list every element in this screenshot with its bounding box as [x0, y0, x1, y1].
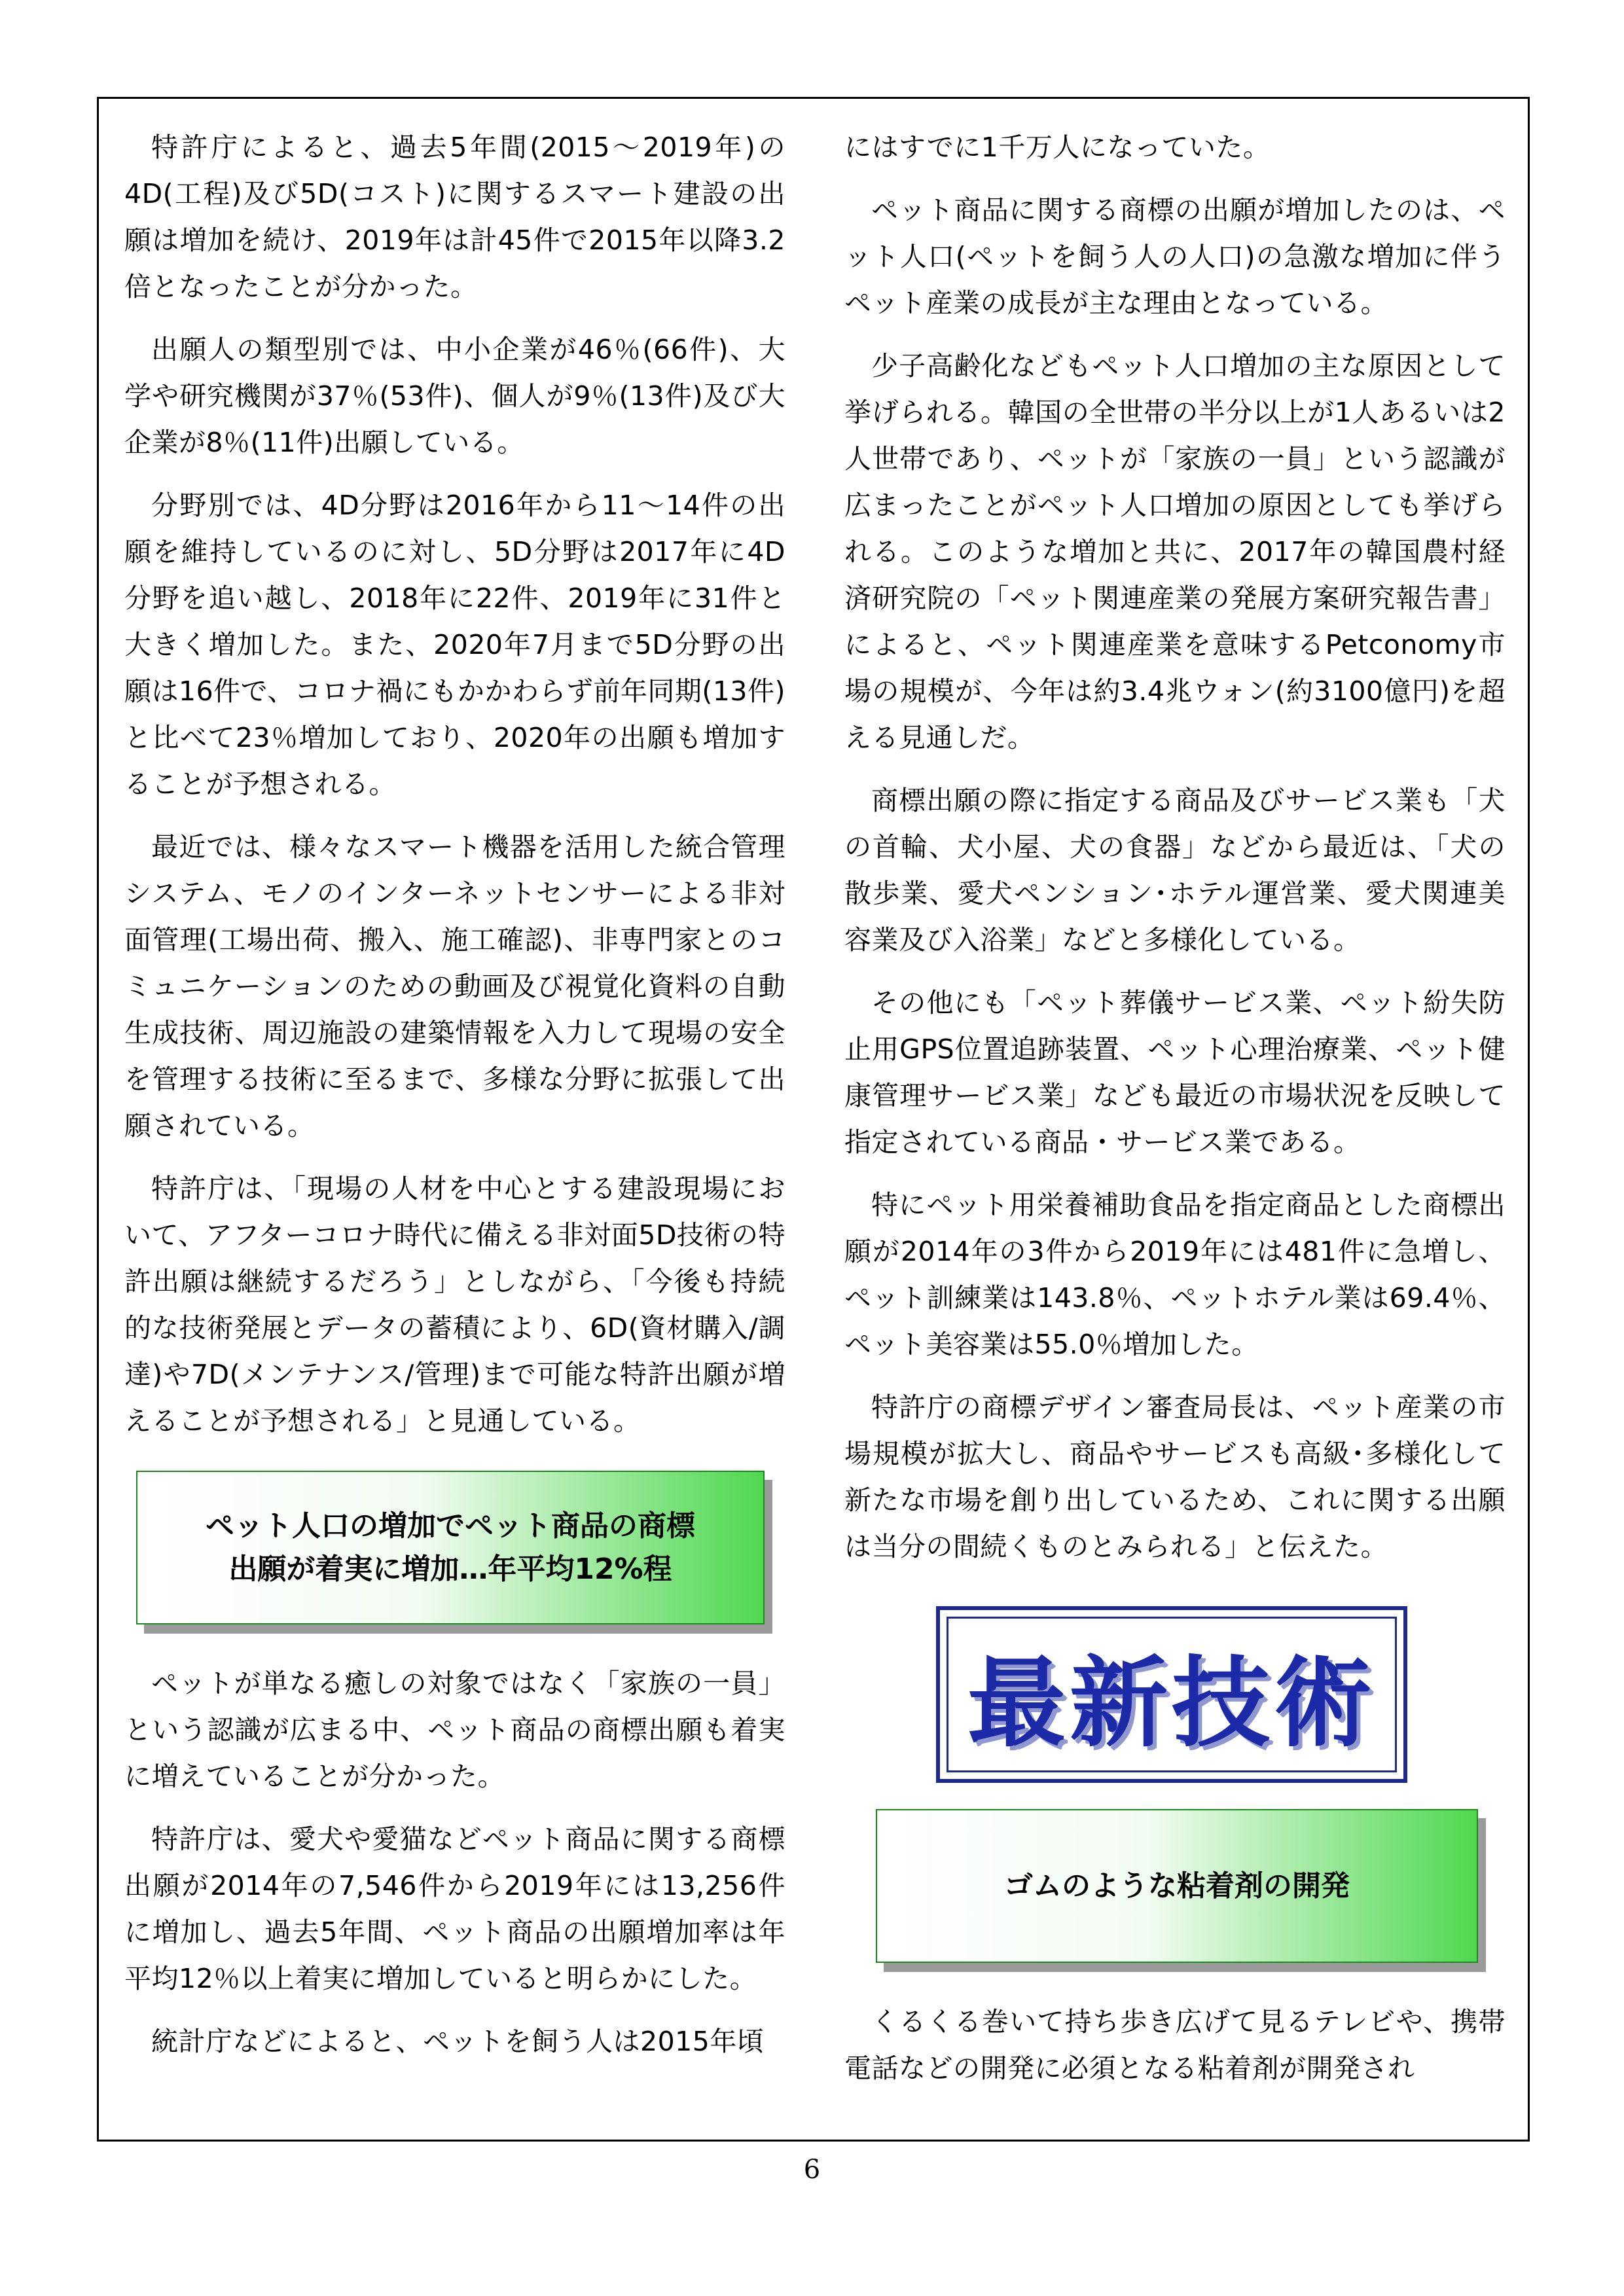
paragraph: 統計庁などによると、ペットを飼う人は2015年頃	[151, 2026, 765, 2057]
adhesive-heading	[876, 1809, 1478, 1963]
banner-title: 最新技術	[967, 1647, 1376, 1761]
paragraph: 特許庁の商標デザイン審査局長は、ペット産業の市場規模が拡大し、商品やサービスも高級･多様化して新たな市場を創り出しているため、これに関する出願は当分の間続くものとみられる」と伝えた。	[844, 1391, 1506, 1562]
paragraph: 特にペット用栄養補助食品を指定商品とした商標出願が2014年の3件から2019年には481件に急増し、ペット訓練業は143.8％、ペットホテル業は69.4％、ペット美容業は55.0％増加した。	[844, 1189, 1506, 1360]
left-column	[124, 124, 785, 2081]
pet-trademark-heading	[136, 1471, 765, 1624]
heading-text: ゴムのような粘着剤の開発	[1004, 1869, 1350, 1903]
paragraph: ペット商品に関する商標の出願が増加したのは、ペット人口(ペットを飼う人の人口)の急激な増加に伴うペット産業の成長が主な理由となっている。	[844, 194, 1506, 319]
paragraph: 出願人の類型別では、中小企業が46％(66件)、大学や研究機関が37％(53件)、個人が9％(13件)及び大企業が8％(11件)出願している。	[124, 334, 785, 458]
paragraph: 分野別では、4D分野は2016年から11～14件の出願を維持しているのに対し、5D分野は2017年に4D分野を追い越し、2018年に22件、2019年に31件と大きく増加した。また、2020年7月まで5D分野の出願は16件で、コロナ禍にもかかわらず前年同期(13件)と比べて23％増加しており、2020年の出願も増加することが予想される。	[124, 490, 786, 800]
page-number: 6	[803, 2155, 821, 2185]
paragraph: 最近では、様々なスマート機器を活用した統合管理システム、モノのインターネットセンサーによる非対面管理(工場出荷、搬入、施工確認)、非専門家とのコミュニケーションのための動画及び視覚化資料の自動生成技術、周辺施設の建築情報を入力して現場の安全を管理する技術に至るまで、多様な分野に拡張して出願されている。	[124, 831, 785, 1141]
paragraph-continued: にはすでに1千万人になっていた。	[844, 132, 1271, 163]
latest-technology-banner	[936, 1606, 1407, 1783]
paragraph: 特許庁は、愛犬や愛猫などペット商品に関する商標出願が2014年の7,546件から2019年には13,256件に増加し、過去5年間、ペット商品の出願増加率は年平均12％以上着実に増加していると明らかにした。	[124, 1823, 785, 1994]
paragraph: その他にも「ペット葬儀サービス業、ペット紛失防止用GPS位置追跡装置、ペット心理治療業、ペット健康管理サービス業」なども最近の市場状況を反映して指定されている商品・サービス業である。	[844, 987, 1506, 1158]
paragraph: 商標出願の際に指定する商品及びサービス業も「犬の首輪、犬小屋、犬の食器」などから最近は、「犬の散歩業、愛犬ペンション･ホテル運営業、愛犬関連美容業及び入浴業」などと多様化している。	[844, 785, 1506, 956]
right-column	[844, 124, 1506, 2108]
paragraph: 特許庁は、「現場の人材を中心とする建設現場において、アフターコロナ時代に備える非対面5D技術の特許出願は継続するだろう」としながら、「今後も持続的な技術発展とデータの蓄積により、6D(資材購入/調達)や7D(メンテナンス/管理)まで可能な特許出願が増えることが予想される」と見通している。	[124, 1173, 785, 1437]
paragraph: くるくる巻いて持ち歩き広げて見るテレビや、携帯電話などの開発に必須となる粘着剤が開発され	[844, 2006, 1506, 2084]
heading-line-1: ペット人口の増加でペット商品の商標	[206, 1509, 695, 1543]
paragraph: 特許庁によると、過去5年間(2015～2019年)の4D(工程)及び5D(コスト)に関するスマート建設の出願は増加を続け、2019年は計45件で2015年以降3.2倍となったことが分かった。	[124, 132, 785, 302]
heading-line-2: 出願が着実に増加…年平均12%程	[228, 1552, 672, 1586]
paragraph: 少子高齢化などもペット人口増加の主な原因として挙げられる。韓国の全世帯の半分以上が1人あるいは2人世帯であり、ペットが「家族の一員」という認識が広まったことがペット人口増加の原因としても挙げられる。このような増加と共に、2017年の韓国農村経済研究院の「ペット関連産業の発展方案研究報告書」によると、ペット関連産業を意味するPetconomy市場の規模が、今年は約3.4兆ウォン(約3100億円)を超える見通しだ。	[844, 350, 1506, 753]
paragraph: ペットが単なる癒しの対象ではなく「家族の一員」という認識が広まる中、ペット商品の商標出願も着実に増えていることが分かった。	[124, 1668, 785, 1792]
